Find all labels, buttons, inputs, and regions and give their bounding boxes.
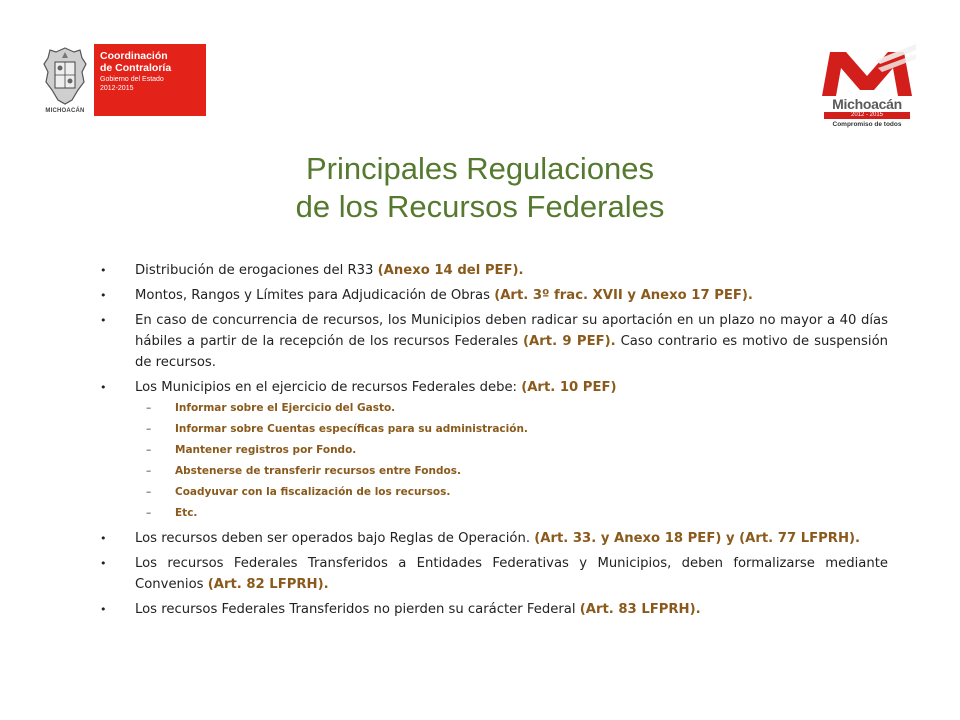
bullet-item: • Los recursos Federales Transferidos a Entidades Federativas y Municipios, deben formalizarse mediante Convenios (Art. 82 LFPRH).: [100, 553, 888, 595]
bullet-icon: •: [100, 381, 107, 394]
sub-item: – Informar sobre el Ejercicio del Gasto.: [100, 398, 888, 419]
sub-item: – Informar sobre Cuentas específicas para su administración.: [100, 419, 888, 440]
dash-icon: –: [146, 465, 152, 477]
bullet-icon: •: [100, 264, 107, 277]
bullet-item: • Montos, Rangos y Límites para Adjudicación de Obras (Art. 3º frac. XVII y Anexo 17 PEF).: [100, 285, 888, 306]
logo-line-4: 2012-2015: [100, 85, 134, 92]
sub-item: – Coadyuvar con la fiscalización de los recursos.: [100, 482, 888, 503]
bullet-icon: •: [100, 603, 107, 616]
title-line-1: Principales Regulaciones: [305, 151, 655, 186]
michoacan-tagline: Compromiso de todos: [832, 121, 902, 128]
state-seal-icon: [40, 44, 90, 118]
contraloria-logo: [40, 44, 206, 118]
sub-item: – Abstenerse de transferir recursos entre Fondos.: [100, 461, 888, 482]
logo-line-2: de Contraloría: [100, 62, 172, 74]
dash-icon: –: [146, 444, 152, 456]
bullet-item: • En caso de concurrencia de recursos, los Municipios deben radicar su aportación en un plazo no mayor a 40 días hábiles a partir de la recepción de los recursos Federales (Art. 9 PEF). Caso contrario es motivo de suspensión de recursos.: [100, 310, 888, 373]
michoacan-years: 2012 - 2015: [824, 112, 910, 119]
bullet-icon: •: [100, 314, 107, 327]
title-line-2: de los Recursos Federales: [295, 189, 665, 224]
dash-icon: –: [146, 507, 152, 519]
logo-line-1: Coordinación: [100, 50, 168, 62]
bullet-icon: •: [100, 532, 107, 545]
logo-line-3: Gobierno del Estado: [100, 76, 164, 83]
dash-icon: –: [146, 486, 152, 498]
michoacan-wordmark: Michoacán: [832, 96, 902, 112]
bullet-item: • Distribución de erogaciones del R33 (Anexo 14 del PEF).: [100, 260, 888, 281]
dash-icon: –: [146, 423, 152, 435]
bullet-icon: •: [100, 557, 107, 570]
bullet-icon: •: [100, 289, 107, 302]
sub-item: – Etc.: [100, 503, 888, 524]
bullet-list: [100, 260, 888, 620]
bullet-item: • Los recursos Federales Transferidos no pierden su carácter Federal (Art. 83 LFPRH).: [100, 599, 888, 620]
slide-title: [0, 150, 960, 226]
bullet-item: • Los Municipios en el ejercicio de recursos Federales debe: (Art. 10 PEF): [100, 377, 888, 398]
seal-caption: MICHOACÁN: [45, 108, 85, 114]
m-logo-icon: [816, 44, 918, 100]
contraloria-badge: [94, 44, 206, 116]
sub-item: – Mantener registros por Fondo.: [100, 440, 888, 461]
bullet-item: • Los recursos deben ser operados bajo Reglas de Operación. (Art. 33. y Anexo 18 PEF) y (Art. 77 LFPRH).: [100, 528, 888, 549]
dash-icon: –: [146, 402, 152, 414]
michoacan-logo: [816, 44, 918, 130]
